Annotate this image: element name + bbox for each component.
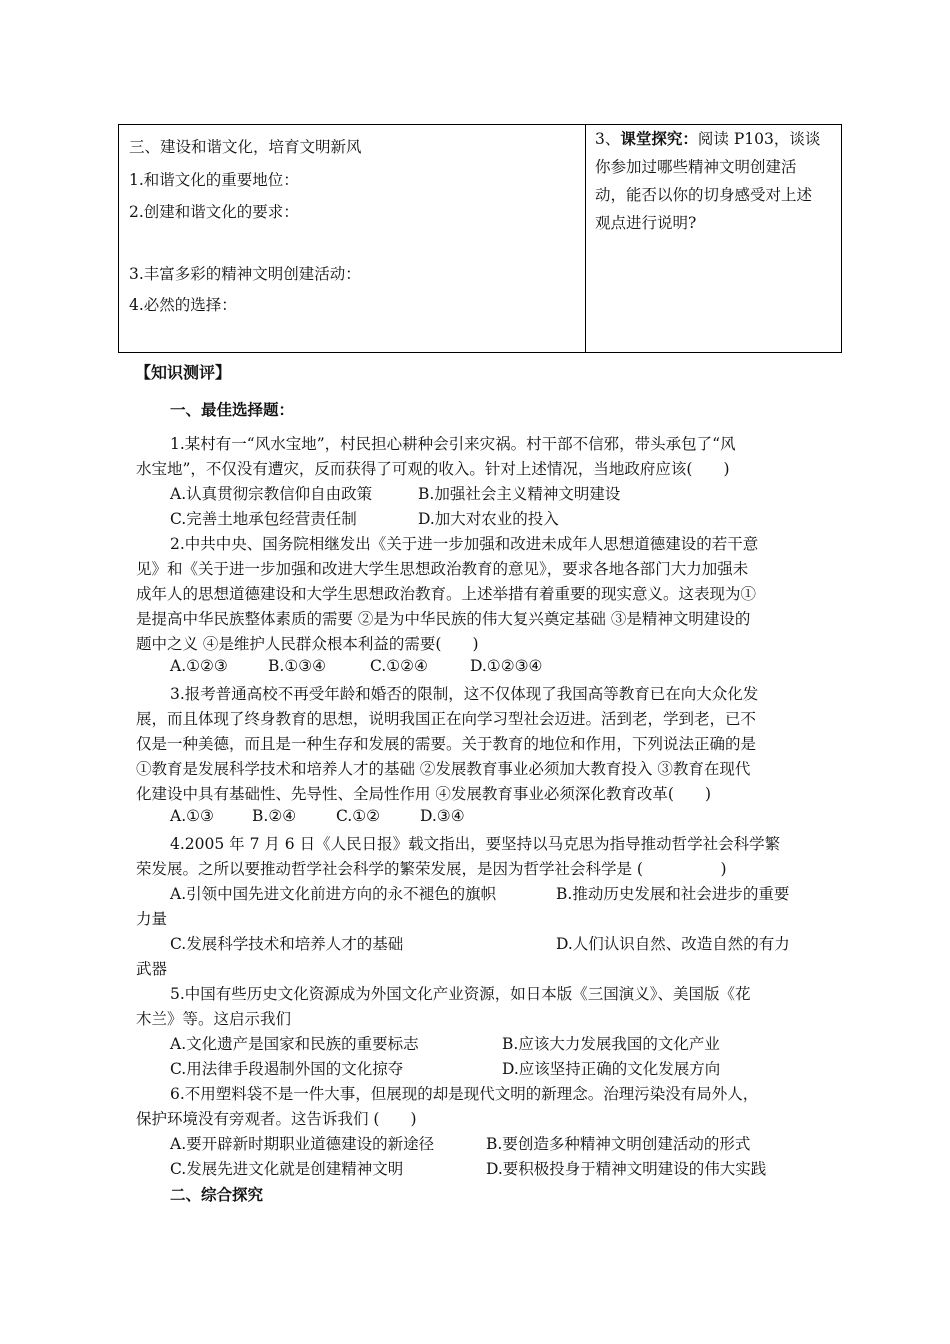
table-divider <box>585 125 586 352</box>
classroom-inquiry-label: 课堂探究： <box>620 130 698 148</box>
q2-line1: 2.中共中央、国务院相继发出《关于进一步加强和改进未成年人思想道德建设的若干意 <box>170 535 759 553</box>
q3-line1: 3.报考普通高校不再受年龄和婚否的限制，这不仅体现了我国高等教育已在向大众化发 <box>170 685 759 703</box>
q4-line2: 荣发展。之所以要推动哲学社会科学的繁荣发展，是因为哲学社会科学是 ( ) <box>136 860 727 878</box>
q2-line4: 是提高中华民族整体素质的需要 ②是为中华民族的伟大复兴奠定基础 ③是精神文明建设的 <box>136 610 751 628</box>
q4-line1: 4.2005 年 7 月 6 日《人民日报》载文指出，要坚持以马克思为指导推动哲学社会科学繁 <box>170 835 781 853</box>
q3-line2: 展，而且体现了终身教育的思想，说明我国正在向学习型社会迈进。活到老，学到老，已不 <box>136 710 757 728</box>
q6-option-c: C.发展先进文化就是创建精神文明 <box>170 1160 404 1178</box>
q2-option-b: B.①③④ <box>268 657 327 675</box>
q2-line2: 见》和《关于进一步加强和改进大学生思想政治教育的意见》，要求各地各部门大力加强未 <box>136 560 749 578</box>
q6-line2: 保护环境没有旁观者。这告诉我们 ( ) <box>136 1110 417 1128</box>
q3-option-d: D.③④ <box>420 807 465 825</box>
q4-option-b: B.推动历史发展和社会进步的重要 <box>556 885 790 903</box>
table-left-title: 三、建设和谐文化，培育文明新风 <box>129 138 362 156</box>
q3-line5: 化建设中具有基础性、先导性、全局性作用 ④发展教育事业必须深化教育改革( ) <box>136 785 712 803</box>
q6-option-a: A.要开辟新时期职业道德建设的新途径 <box>170 1135 435 1153</box>
q4-option-a: A.引领中国先进文化前进方向的永不褪色的旗帜 <box>170 885 497 903</box>
right-line3: 动，能否以你的切身感受对上述 <box>595 186 813 204</box>
q1-option-d: D.加大对农业的投入 <box>418 510 559 528</box>
section-title: 【知识测评】 <box>135 363 232 382</box>
q6-option-d: D.要积极投身于精神文明建设的伟大实践 <box>486 1160 767 1178</box>
q5-option-c: C.用法律手段遏制外国的文化掠夺 <box>170 1060 404 1078</box>
q1-line1: 1.某村有一“风水宝地”，村民担心耕种会引来灾祸。村干部不信邪，带头承包了“风 <box>170 435 736 453</box>
table-left-item-4: 4.必然的选择： <box>129 296 237 314</box>
q5-line2: 木兰》等。这启示我们 <box>136 1010 292 1028</box>
q3-option-a: A.①③ <box>170 807 214 825</box>
table-left-item-2: 2.创建和谐文化的要求： <box>129 203 299 221</box>
part1-title: 一、最佳选择题： <box>170 401 295 419</box>
q1-option-a: A.认真贯彻宗教信仰自由政策 <box>170 485 373 503</box>
q1-line2: 水宝地”，不仅没有遭灾，反而获得了可观的收入。针对上述情况，当地政府应该( ) <box>136 460 730 478</box>
content-table <box>118 124 842 353</box>
q2-line3: 成年人的思想道德建设和大学生思想政治教育。上述举措有着重要的现实意义。这表现为① <box>136 585 757 603</box>
table-right-cell <box>595 125 839 237</box>
q2-option-d: D.①②③④ <box>470 657 543 675</box>
table-left-item-1: 1.和谐文化的重要地位： <box>129 171 299 189</box>
q4-option-d-wrap: 武器 <box>136 960 168 978</box>
q2-option-a: A.①②③ <box>170 657 228 675</box>
q6-option-b: B.要创造多种精神文明创建活动的形式 <box>486 1135 751 1153</box>
q1-option-b: B.加强社会主义精神文明建设 <box>418 485 621 503</box>
right-prefix: 3、 <box>595 130 621 148</box>
right-line4: 观点进行说明? <box>595 214 697 232</box>
part2-title: 二、综合探究 <box>170 1186 264 1204</box>
q4-option-b-wrap: 力量 <box>136 910 168 928</box>
q3-option-c: C.①② <box>336 807 381 825</box>
right-line1: 阅读 P103，谈谈 <box>697 130 821 148</box>
q4-option-d: D.人们认识自然、改造自然的有力 <box>556 935 790 953</box>
right-line2: 你参加过哪些精神文明创建活 <box>595 158 797 176</box>
q5-option-b: B.应该大力发展我国的文化产业 <box>502 1035 720 1053</box>
q3-line3: 仅是一种美德，而且是一种生存和发展的需要。关于教育的地位和作用，下列说法正确的是 <box>136 735 757 753</box>
q6-line1: 6.不用塑料袋不是一件大事，但展现的却是现代文明的新理念。治理污染没有局外人， <box>170 1085 759 1103</box>
q2-option-c: C.①②④ <box>370 657 428 675</box>
q5-option-d: D.应该坚持正确的文化发展方向 <box>502 1060 721 1078</box>
q5-option-a: A.文化遗产是国家和民族的重要标志 <box>170 1035 419 1053</box>
q2-line5: 题中之义 ④是维护人民群众根本利益的需要( ) <box>136 635 479 653</box>
q5-line1: 5.中国有些历史文化资源成为外国文化产业资源，如日本版《三国演义》、美国版《花 <box>170 985 751 1003</box>
table-left-item-3: 3.丰富多彩的精神文明创建活动： <box>129 265 361 283</box>
q3-line4: ①教育是发展科学技术和培养人才的基础 ②发展教育事业必须加大教育投入 ③教育在现代 <box>136 760 751 778</box>
q4-option-c: C.发展科学技术和培养人才的基础 <box>170 935 404 953</box>
q1-option-c: C.完善土地承包经营责任制 <box>170 510 357 528</box>
q3-option-b: B.②④ <box>252 807 297 825</box>
